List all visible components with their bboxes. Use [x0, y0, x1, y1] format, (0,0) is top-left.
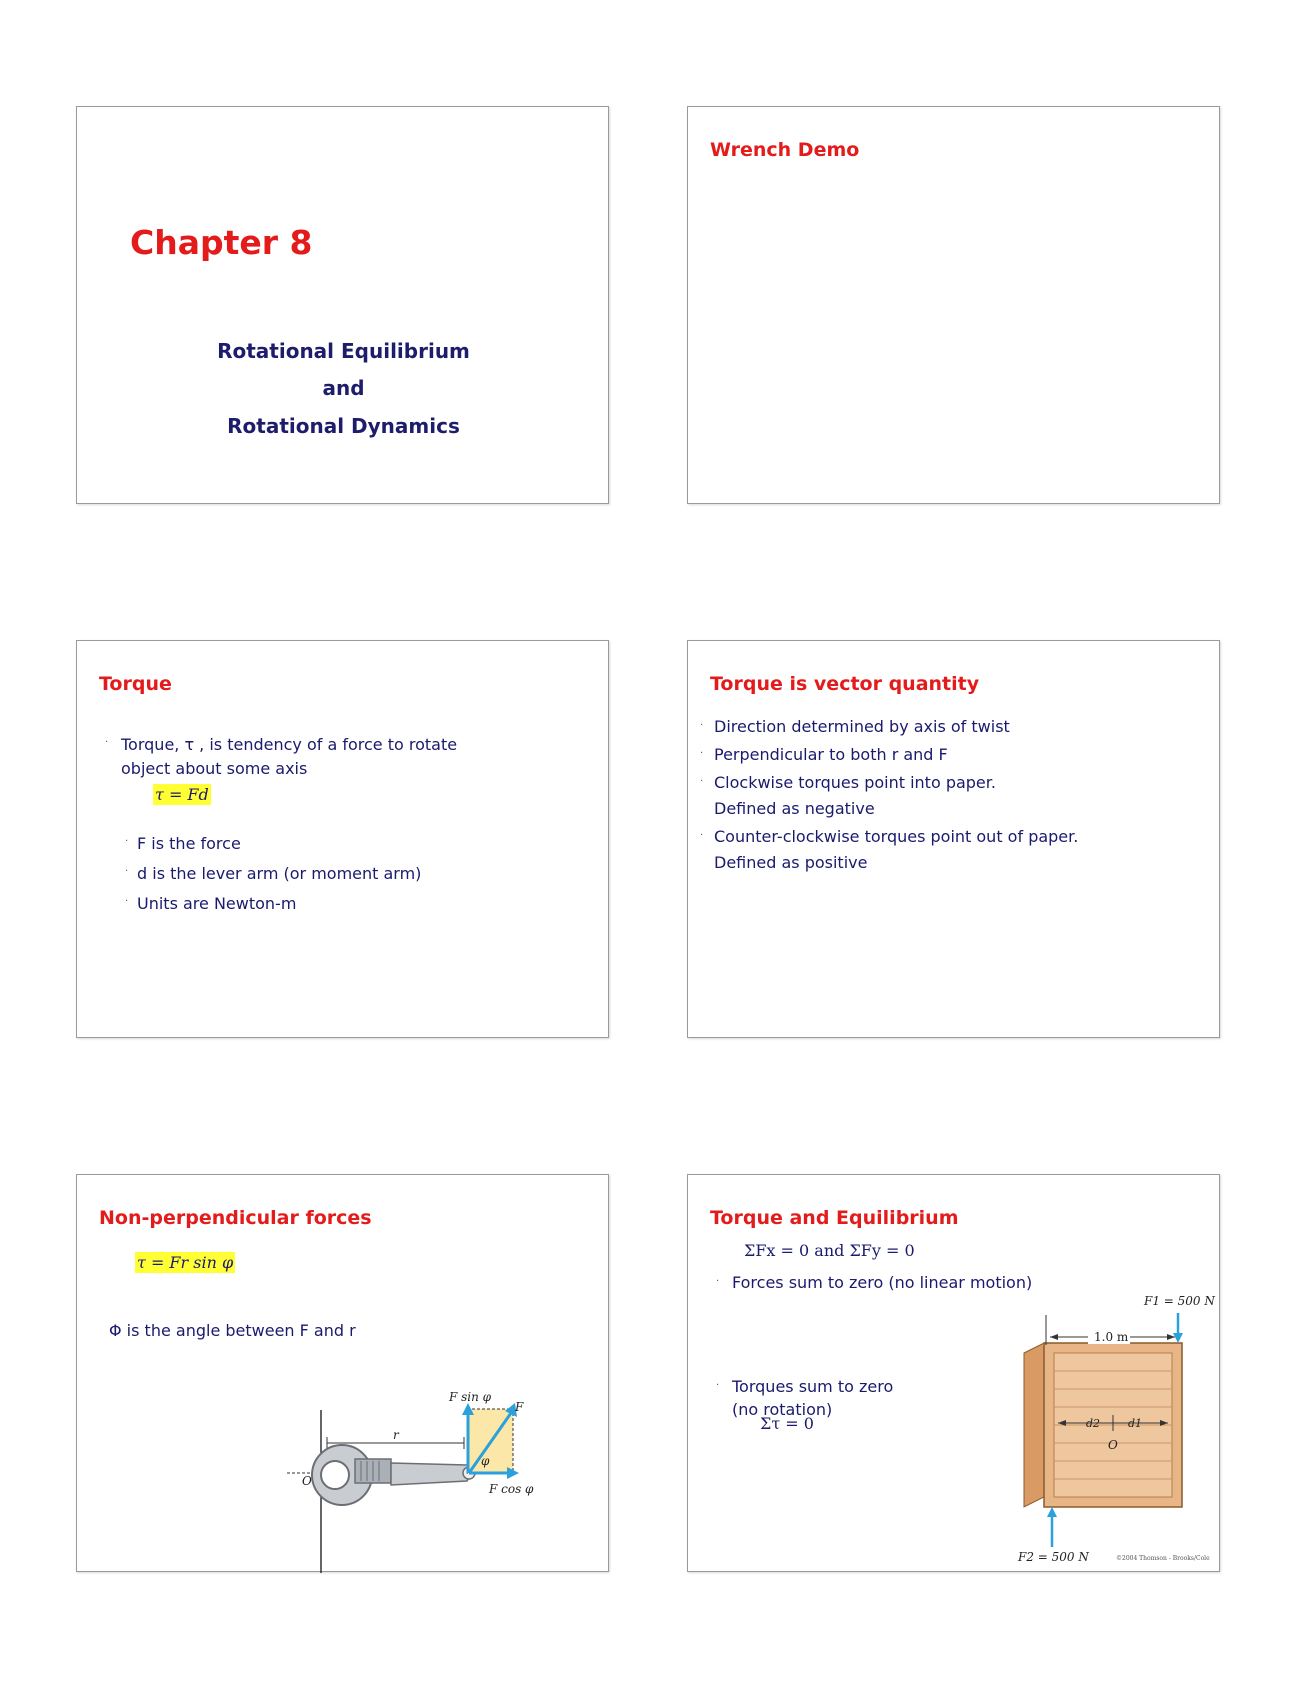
slide-torque	[76, 640, 609, 1038]
bullet-torques-sum: Torques sum to zero	[732, 1377, 894, 1396]
bullet-perpendicular: Perpendicular to both r and F	[714, 745, 948, 764]
bullet-counterclockwise-cont: Defined as positive	[714, 853, 868, 872]
bullet-counterclockwise: Counter-clockwise torques point out of paper.	[714, 827, 1079, 846]
bullet-dot: ·	[716, 1380, 720, 1391]
slide-torque-equilibrium	[687, 1174, 1220, 1572]
formula-highlight: τ = Fd	[155, 785, 209, 804]
bullet-dot: ·	[716, 1276, 720, 1287]
torque-formula	[153, 783, 211, 807]
intro-line-2: object about some axis	[121, 759, 308, 778]
label-r: r	[393, 1428, 399, 1442]
label-d2: d2	[1086, 1417, 1101, 1430]
wrench-shape	[312, 1445, 475, 1505]
label-f: F	[515, 1400, 524, 1414]
slide-non-perpendicular	[76, 1174, 609, 1572]
slide-title: Non-perpendicular forces	[99, 1207, 372, 1229]
slide-wrench-demo	[687, 106, 1220, 504]
slide-title: Torque	[99, 673, 172, 695]
label-o: O	[302, 1474, 312, 1488]
subtitle-line-3: Rotational Dynamics	[227, 414, 460, 438]
bullet-dot: ·	[105, 737, 109, 748]
bullet-dot: ·	[700, 748, 704, 759]
bullet-dot: ·	[125, 836, 129, 847]
label-d1: d1	[1128, 1417, 1143, 1430]
bullet-dot: ·	[700, 720, 704, 731]
slide-chapter-title	[76, 106, 609, 504]
label-dist: 1.0 m	[1094, 1330, 1129, 1344]
slide-torque-vector	[687, 640, 1220, 1038]
angle-note: Φ is the angle between F and r	[109, 1321, 356, 1340]
bullet-dot: ·	[700, 776, 704, 787]
bullet-clockwise: Clockwise torques point into paper.	[714, 773, 996, 792]
bullet-torques-sum-cont: (no rotation)	[732, 1400, 833, 1419]
bullet-dot: ·	[125, 866, 129, 877]
wrench-diagram	[77, 1175, 610, 1573]
label-fsin: F sin φ	[449, 1390, 492, 1404]
slide-title: Wrench Demo	[710, 139, 860, 161]
bullet-direction: Direction determined by axis of twist	[714, 717, 1010, 736]
intro-line-1: Torque, τ , is tendency of a force to rotate	[121, 735, 458, 754]
bullet-forces-sum: Forces sum to zero (no linear motion)	[732, 1273, 1033, 1292]
label-phi: φ	[481, 1454, 490, 1468]
subtitle-line-1: Rotational Equilibrium	[217, 339, 470, 363]
label-fcos: F cos φ	[489, 1482, 534, 1496]
bullet-units: Units are Newton-m	[137, 894, 297, 913]
label-f2: F2 = 500 N	[1018, 1550, 1089, 1564]
label-credit: ©2004 Thomson - Brooks/Cole	[1116, 1555, 1210, 1562]
formula-highlight: τ = Fr sin φ	[137, 1253, 234, 1272]
label-f1: F1 = 500 N	[1144, 1294, 1215, 1308]
bullet-force: F is the force	[137, 834, 241, 853]
bullet-dot: ·	[125, 896, 129, 907]
bullet-clockwise-cont: Defined as negative	[714, 799, 875, 818]
crate-diagram	[688, 1175, 1221, 1573]
bullet-lever-arm: d is the lever arm (or moment arm)	[137, 864, 422, 883]
slide-title: Torque is vector quantity	[710, 673, 980, 695]
subtitle-line-2: and	[322, 376, 365, 400]
slide-title: Torque and Equilibrium	[710, 1207, 959, 1229]
label-o: O	[1108, 1438, 1118, 1452]
bullet-dot: ·	[700, 830, 704, 841]
force-sum-equation: ΣFx = 0 and ΣFy = 0	[744, 1241, 915, 1260]
chapter-title: Chapter 8	[130, 223, 313, 262]
torque-sum-equation: Στ = 0	[760, 1414, 814, 1433]
